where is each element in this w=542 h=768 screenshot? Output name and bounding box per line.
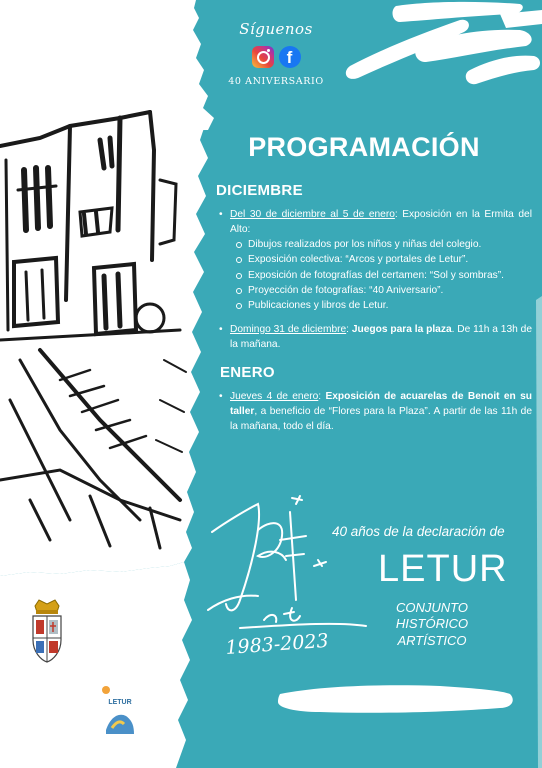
heritage-line: HISTÓRICO xyxy=(395,616,469,632)
list-item xyxy=(214,389,532,435)
event-text: : Exposición en la Ermita del Alto: xyxy=(230,208,532,235)
event-separator: : xyxy=(346,323,352,335)
section-diciembre-heading: DICIEMBRE xyxy=(216,182,303,199)
event-text: , a beneficio de “Flores para la Plaza”. A partir de las 11h de la mañana, todo el día. xyxy=(230,405,532,433)
event-date-link[interactable]: Domingo 31 de diciembre xyxy=(230,323,347,335)
spacer xyxy=(214,314,532,322)
follow-us-label: Síguenos xyxy=(239,20,313,38)
brush-edge-right xyxy=(536,296,542,768)
declaration-text: 40 años de la declaración de xyxy=(332,524,505,539)
event-date-link[interactable]: Jueves 4 de enero xyxy=(230,390,319,402)
signature xyxy=(208,496,366,628)
torn-paper-top xyxy=(0,0,214,132)
heritage-line: ARTÍSTICO xyxy=(397,632,467,648)
event-separator: : xyxy=(318,390,326,402)
leaf-logo-icon xyxy=(98,604,132,666)
heritage-line: CONJUNTO xyxy=(396,600,468,615)
brush-strokes-top xyxy=(346,2,542,84)
signature-years: 1983-2023 xyxy=(224,629,330,659)
coat-of-arms-icon xyxy=(27,596,67,668)
brush-stroke-bottom xyxy=(278,685,513,713)
event-title: Exposición de acuarelas de Benoit en su taller xyxy=(230,390,532,417)
list-item xyxy=(214,207,532,314)
circular-emblem-icon xyxy=(22,684,78,740)
letur-tourism-logo-icon xyxy=(98,684,142,740)
facebook-icon[interactable]: f xyxy=(279,46,301,68)
event-date-link[interactable]: Del 30 de diciembre al 5 de enero xyxy=(230,208,395,220)
instagram-icon[interactable] xyxy=(252,46,274,68)
section-enero-heading: ENERO xyxy=(220,364,275,382)
sub-list-item: Exposición colectiva: “Arcos y portales de Letur”. xyxy=(230,252,532,267)
sub-list-item: Proyección de fotografías: “40 Aniversario”. xyxy=(230,283,532,298)
sub-list-item: Exposición de fotografías del certamen: “Sol y sombras”. xyxy=(230,268,532,283)
sub-list-item: Publicaciones y libros de Letur. xyxy=(230,298,532,313)
social-icons xyxy=(226,46,326,68)
event-title: Juegos para la plaza xyxy=(351,323,452,335)
exhibition-sublist xyxy=(230,237,532,313)
enero-list xyxy=(214,389,532,435)
letur-logo-text: LETUR xyxy=(108,699,132,706)
diciembre-list xyxy=(214,207,532,353)
program-content xyxy=(214,180,532,435)
sub-list-item: Dibujos realizados por los niños y niñas del colegio. xyxy=(230,237,532,252)
list-item xyxy=(214,322,532,353)
town-name: LETUR xyxy=(378,548,508,590)
follow-us-block xyxy=(226,20,326,87)
heritage-subtitle xyxy=(380,600,484,649)
event-text: . De 11h a 13h de la mañana. xyxy=(230,323,532,350)
page-title: PROGRAMACIÓN xyxy=(248,132,480,162)
anniversary-label: 40 ANIVERSARIO xyxy=(228,76,324,87)
